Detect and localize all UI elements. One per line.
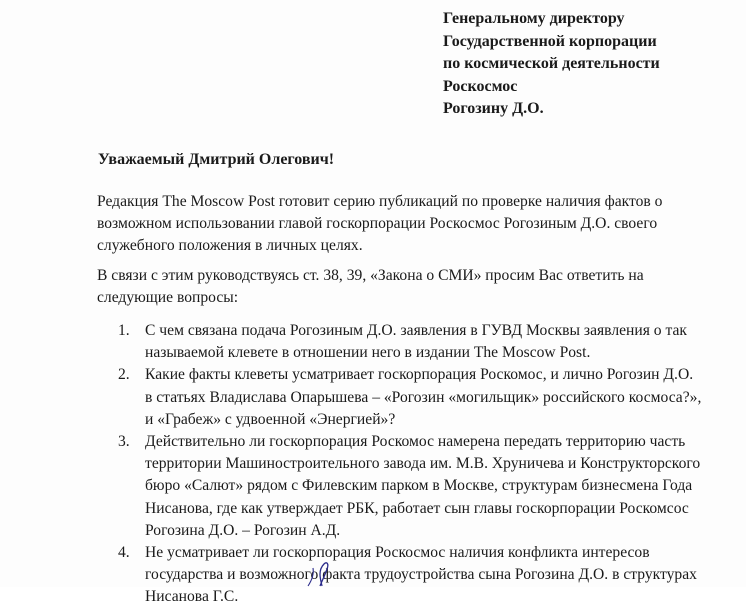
intro-paragraph: [97, 191, 733, 258]
salutation: Уважаемый Дмитрий Олегович!: [98, 151, 335, 168]
request-paragraph: [97, 265, 733, 309]
question-line: бюро «Салют» рядом с Филевским парком в Москве, структурам бизнесмена Года: [145, 477, 693, 495]
question-line: Не усматривает ли госкорпорация Роскосмос наличия конфликта интересов: [145, 544, 650, 562]
addressee-line: Генеральному директору: [443, 10, 625, 27]
question-item: [118, 431, 701, 542]
question-item: [118, 542, 701, 609]
question-line: территории Машиностроительного завода им. М.В. Хруничева и Конструкторского: [145, 455, 701, 473]
question-item: [118, 320, 701, 364]
paragraph-line: В связи с этим руководствуясь ст. 38, 39, «Закона о СМИ» просим Вас ответить на: [97, 267, 644, 284]
question-line: в статьях Владислава Опарышева – «Рогозин «могильщик» российского космоса?»,: [145, 388, 702, 406]
questions-list: [118, 320, 701, 609]
addressee-block: [443, 8, 660, 121]
question-number: 4.: [118, 544, 130, 562]
question-line: Действительно ли госкорпорация Роскомос намерена передать территорию часть: [145, 433, 686, 451]
paragraph-line: Редакция The Moscow Post готовит серию публикаций по проверке наличия фактов о: [97, 193, 663, 210]
paragraph-line: возможном использовании главой госкорпорации Роскосмос Рогозиным Д.О. своего: [97, 215, 658, 233]
question-number: 3.: [118, 433, 130, 451]
question-line: Нисанова, где как утверждает РБК, работает сын главы госкорпорации Роскомсос: [145, 499, 689, 517]
addressee-line: Роскосмос: [443, 77, 518, 95]
question-line: называемой клевете в отношении него в издании The Moscow Post.: [145, 344, 591, 362]
question-line: С чем связана подача Рогозиным Д.О. заявления в ГУВД Москвы заявления о так: [145, 322, 687, 339]
paragraph-line: служебного положения в личных целях.: [97, 237, 363, 255]
question-item: [118, 364, 701, 431]
signature-mark: [300, 556, 360, 587]
paragraph-line: следующие вопросы:: [97, 289, 239, 307]
question-line: Какие факты клеветы усматривает госкорпорация Роскомос, и лично Рогозин Д.О.: [145, 366, 694, 384]
question-line: государства и возможного факта трудоустройства сына Рогозина Д.О. в структурах: [145, 566, 697, 584]
addressee-line: Государственной корпорации: [443, 32, 657, 50]
question-line: и «Грабеж» с удвоенной «Энергией»?: [145, 410, 396, 428]
addressee-line: по космической деятельности: [443, 55, 660, 72]
addressee-line: Рогозину Д.О.: [443, 100, 544, 117]
question-number: 2.: [118, 366, 130, 384]
question-number: 1.: [118, 322, 130, 339]
question-line: Рогозина Д.О. – Рогозин А.Д.: [145, 521, 341, 539]
question-line: Нисанова Г.С.: [145, 588, 239, 606]
